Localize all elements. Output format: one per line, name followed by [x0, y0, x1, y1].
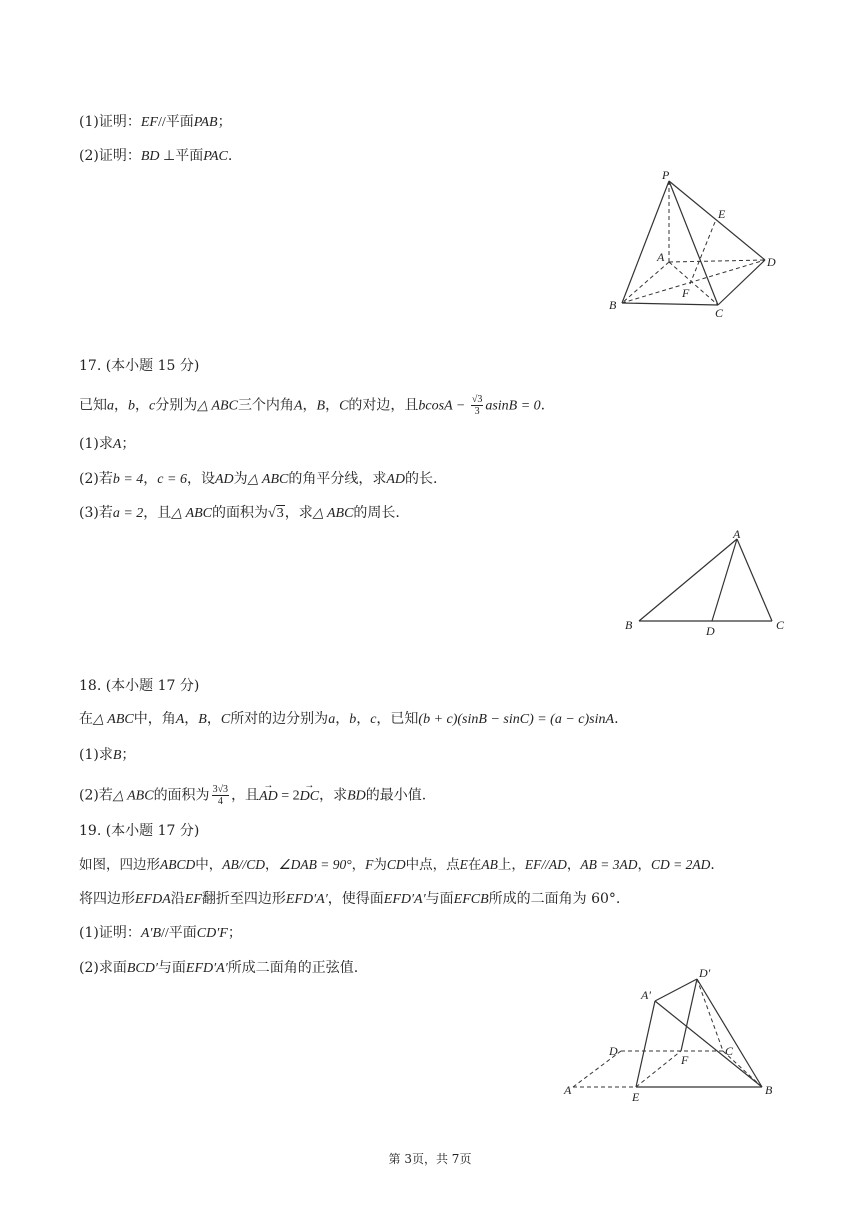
math: A′B	[140, 926, 162, 941]
text: 的面积为	[212, 505, 269, 521]
text: (3)若	[79, 505, 113, 521]
q17-header: 17. (本小题 15 分)	[79, 358, 200, 374]
math: = 2	[277, 788, 300, 804]
math: C	[339, 398, 349, 414]
math: A	[112, 437, 122, 452]
text: ；	[121, 747, 136, 763]
label-C: C	[776, 618, 785, 632]
label-P: P	[662, 168, 670, 182]
label-B: B	[609, 298, 617, 312]
math: BCD′	[126, 961, 158, 976]
text: ，求	[319, 787, 348, 804]
q18-part2	[79, 784, 426, 807]
math: B	[112, 748, 122, 763]
text: (2)证明：	[79, 148, 141, 164]
math: B	[198, 712, 207, 727]
label-A: A	[657, 250, 665, 264]
label-B: B	[625, 618, 633, 632]
math: CD′F	[196, 926, 228, 941]
q17-part1	[79, 434, 135, 455]
math: △ ABC	[112, 788, 154, 804]
math: EFD′A′	[383, 892, 426, 907]
sqrt-radicand: 3	[276, 506, 284, 521]
text: 的面积为	[153, 787, 210, 804]
math: EF//AD	[524, 857, 567, 872]
math: E	[459, 857, 468, 872]
segment-ApB	[655, 1001, 762, 1087]
q16-part1	[79, 112, 232, 133]
q19-line1	[79, 855, 715, 875]
text: 所成二面角的正弦值.	[227, 960, 359, 976]
math: c	[149, 398, 156, 414]
math: AB	[481, 857, 498, 872]
math: A	[293, 398, 303, 414]
text: 平面	[175, 148, 204, 164]
page-footer: 第 3页，共 7页	[388, 1152, 472, 1166]
text: 的角平分线，求	[288, 471, 387, 487]
math: EFD′A′	[185, 961, 228, 976]
label-C: C	[715, 306, 724, 320]
math: //	[161, 926, 169, 941]
text: (1)证明：	[79, 114, 141, 130]
triangle-figure	[615, 525, 795, 640]
label-D: D	[767, 255, 776, 269]
math: EFDA	[135, 892, 171, 907]
math: AB = 3AD	[580, 857, 638, 872]
q19-part1	[79, 923, 242, 944]
text: ，	[135, 397, 149, 414]
edge-BC	[622, 303, 718, 305]
text: ，	[637, 857, 651, 873]
frac-num: √3	[471, 394, 483, 405]
math: //	[157, 115, 166, 130]
text: (2)求面	[79, 960, 127, 976]
text: ，且	[231, 787, 260, 804]
text: 翻折至四边形	[201, 891, 286, 907]
text: 三个内角	[237, 397, 294, 414]
text: (1)求	[79, 747, 113, 763]
text: ，已知	[376, 711, 419, 727]
vector-DC: → DC	[300, 787, 319, 807]
segment-ApDp	[655, 979, 697, 1001]
math: A	[175, 712, 185, 727]
fraction	[471, 394, 484, 417]
text: 已知	[79, 397, 107, 414]
edge-BD	[622, 260, 765, 303]
math: c = 6	[157, 472, 187, 487]
label-E: E	[718, 207, 726, 221]
text: 的长.	[405, 471, 438, 487]
text: 的最小值.	[365, 787, 427, 804]
label-C: C	[725, 1044, 734, 1058]
label-A: A	[733, 527, 741, 541]
segment-DpB	[697, 979, 762, 1087]
text: (1)证明：	[79, 925, 141, 941]
q18-part1	[79, 745, 135, 766]
edge-AD	[669, 260, 765, 262]
text: 为	[233, 471, 248, 487]
math: △ ABC	[93, 712, 134, 727]
q18-stem: 在△ ABC中，角A，B，C所对的边分别为a，b，c，已知(b + c)(sinB − sinC) = (a − c)sinA.	[79, 711, 619, 727]
text: ；	[227, 925, 242, 941]
q17-part2	[79, 469, 437, 490]
frac-den: 3	[474, 406, 480, 417]
math: bcosA −	[418, 398, 469, 414]
math: a	[328, 712, 336, 727]
q17-stem: 已知a，b，c分别为△ ABC三个内角A，B，C的对边，且bcosA − $\frac{√3}{3}$ asinB = 0.	[79, 394, 546, 417]
text: 如图，四边形	[79, 857, 160, 873]
text: 中，	[195, 857, 223, 873]
label-D: D	[609, 1044, 618, 1058]
text: .	[540, 397, 546, 414]
segment-DpF	[681, 979, 697, 1051]
text: ，使得面	[327, 891, 384, 907]
math: b = 4	[112, 472, 144, 487]
math: AD	[386, 472, 406, 487]
q18-header: 18. (本小题 17 分)	[79, 678, 200, 694]
math: b	[128, 398, 135, 414]
math: ∠DAB = 90°	[278, 857, 352, 872]
math: △ ABC	[312, 506, 354, 521]
math: △ ABC	[247, 472, 289, 487]
text: .	[710, 857, 715, 873]
frac-num: 3√3	[212, 784, 229, 795]
frac-den: 4	[217, 796, 223, 807]
text: ，	[265, 857, 279, 873]
math: △ ABC	[197, 398, 238, 414]
fraction	[212, 784, 230, 807]
math: C	[220, 712, 231, 727]
label-D: D	[706, 624, 715, 638]
label-F: F	[681, 1053, 689, 1067]
math: EF	[184, 892, 202, 907]
pyramid-figure	[600, 165, 790, 325]
label-Ap: A′	[641, 988, 651, 1002]
label-E: E	[632, 1090, 640, 1104]
math: CD = 2AD	[650, 857, 711, 872]
text: .	[227, 148, 233, 164]
math: △ ABC	[171, 506, 213, 521]
text: .	[614, 711, 619, 727]
text: 为	[373, 857, 387, 873]
text: ，	[351, 857, 366, 873]
text: 在	[467, 857, 482, 873]
segment-EF	[690, 222, 715, 284]
vector-AD: → AD	[259, 787, 278, 807]
text: 的周长.	[353, 505, 400, 521]
math: AB//CD	[222, 857, 265, 872]
math: a	[107, 398, 114, 414]
folding-figure	[560, 962, 785, 1107]
q19-part2	[79, 958, 358, 979]
math: asinB = 0	[485, 398, 541, 414]
text: 与面	[425, 891, 454, 907]
text: 中，角	[133, 711, 176, 727]
q17-part3: (3)若a = 2，且△ ABC的面积为√3，求△ ABC的周长.	[79, 505, 400, 521]
text: 所对的边分别为	[230, 711, 329, 727]
text: 中点，点	[405, 857, 460, 873]
math: PAB	[193, 115, 218, 130]
text: 所成的二面角为 60°.	[488, 891, 621, 907]
text: 与面	[157, 960, 186, 976]
edge-AB	[622, 262, 669, 303]
text: (2)若	[79, 787, 113, 804]
segment-EAp	[636, 1001, 655, 1087]
math: EF	[140, 115, 158, 130]
q19-line2	[79, 889, 620, 910]
text: (2)若	[79, 471, 113, 487]
label-Dp: D′	[699, 966, 711, 980]
segment-AD	[712, 539, 737, 621]
label-F: F	[682, 286, 690, 300]
text: (1)求	[79, 436, 113, 452]
edge-PD	[669, 181, 765, 260]
text: 平面	[168, 925, 197, 941]
edge-CD	[718, 260, 765, 305]
edge-AC	[669, 262, 718, 305]
math: BD	[140, 149, 160, 164]
text: ，	[566, 857, 581, 873]
text: ，且	[143, 505, 172, 521]
text: 平面	[165, 114, 194, 130]
math: a = 2	[112, 506, 144, 521]
math: PAC	[203, 149, 228, 164]
text: 沿	[170, 891, 185, 907]
text: 的对边，且	[348, 397, 419, 414]
text: ，求	[284, 505, 313, 521]
math: b	[349, 712, 357, 727]
math: BD	[347, 788, 366, 804]
label-A: A	[564, 1083, 572, 1097]
math: ABCD	[160, 857, 196, 872]
text: ；	[217, 114, 232, 130]
math: EFD′A′	[285, 892, 328, 907]
math: (b + c)(sinB − sinC) = (a − c)sinA	[418, 712, 615, 727]
q16-part2	[79, 146, 232, 167]
math: CD	[386, 857, 406, 872]
text: ；	[121, 436, 136, 452]
text: 上，	[497, 857, 525, 873]
math: ⊥	[159, 149, 176, 164]
q19-header: 19. (本小题 17 分)	[79, 823, 200, 839]
text: ，设	[186, 471, 215, 487]
math: B	[316, 398, 326, 414]
side-AC	[737, 539, 772, 621]
text: ，	[114, 397, 128, 414]
math: AD	[214, 472, 234, 487]
math: F	[365, 857, 374, 872]
text: ，	[143, 471, 158, 487]
math: c	[370, 712, 377, 727]
text: 在	[79, 711, 93, 727]
label-B: B	[765, 1083, 773, 1097]
math: EFCB	[453, 892, 489, 907]
side-AB	[639, 539, 737, 621]
text: 分别为	[155, 397, 198, 414]
edge-PB	[622, 181, 669, 303]
text: 将四边形	[79, 891, 135, 907]
